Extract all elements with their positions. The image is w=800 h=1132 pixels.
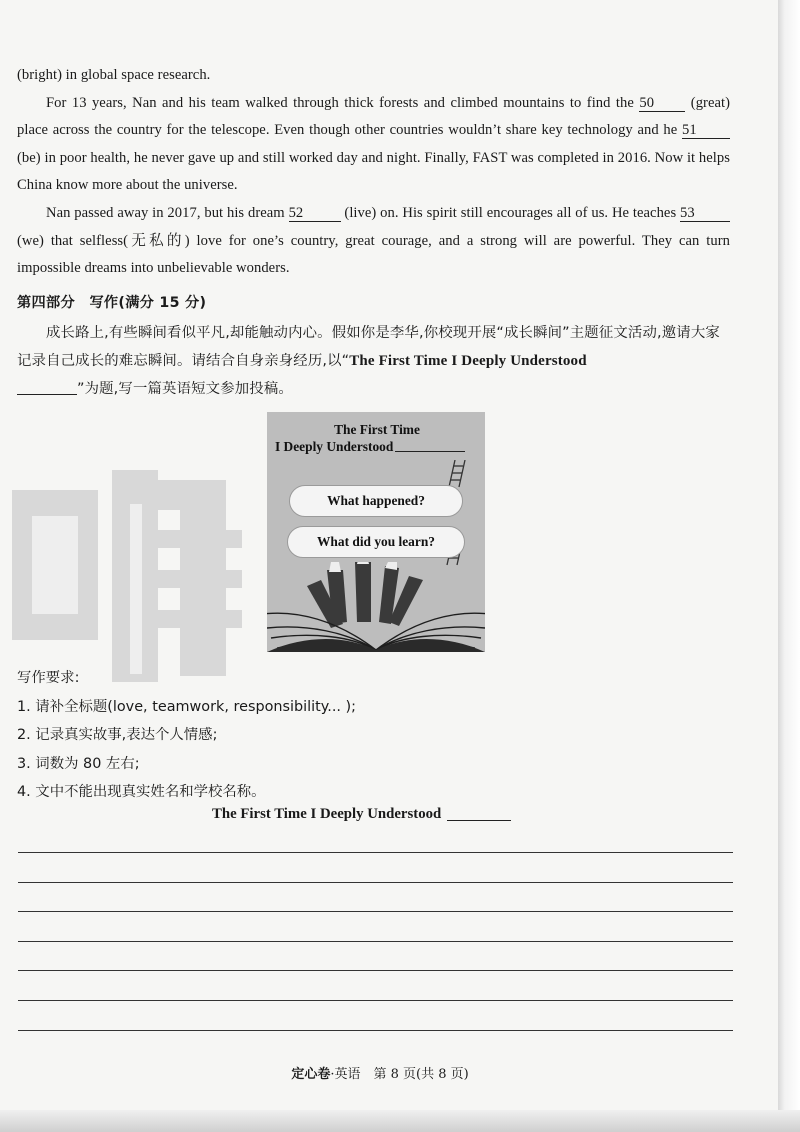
reading-passage (17, 62, 730, 283)
requirement-item: 3. 词数为 80 左右; (17, 755, 140, 772)
essay-title: The First Time I Deeply Understood (212, 806, 511, 823)
requirement-item: 1. 请补全标题(love, teamwork, responsibility... ); (17, 698, 357, 715)
ladder-icon (447, 460, 469, 488)
essay-title-blank[interactable] (447, 806, 511, 821)
passage-paragraph-2: Nan passed away in 2017, but his dream 52 (live) on. His spirit still encourages all of us. He teaches 53 (we) that selfless(无私的) love for one’s country, great courage, and a strong will are powerful. They can turn impossible dreams into unbelievable wonders. (17, 204, 730, 277)
writing-prompt: 成长路上,有些瞬间看似平凡,却能触动内心。假如你是李华,你校现开展“成长瞬间”主题征文活动,邀请大家记录自己成长的难忘瞬间。请结合自身亲身经历,以“The First Time I Deeply Understood ”为题,写一篇英语短文参加投稿。 (17, 325, 720, 397)
footer-page-info: ·英语 第 8 页(共 8 页) (330, 1067, 469, 1082)
blank-51[interactable]: 51 (682, 122, 730, 139)
writing-illustration (267, 412, 485, 652)
footer-brand: 定心卷 (291, 1067, 331, 1082)
prompt-title-blank[interactable] (17, 380, 77, 395)
writing-requirements (17, 664, 356, 807)
passage-line: (bright) in global space research. (17, 67, 211, 83)
page-footer (0, 1063, 760, 1082)
requirement-item: 4. 文中不能出现真实姓名和学校名称。 (17, 784, 266, 801)
requirement-item: 2. 记录真实故事,表达个人情感; (17, 727, 218, 744)
section-title: 第四部分 写作(满分 15 分) (17, 295, 207, 311)
answer-line[interactable] (18, 882, 733, 883)
illustration-title: The First Time I Deeply Understood (267, 421, 485, 455)
requirements-heading: 写作要求: (17, 670, 80, 686)
prompt-title: The First Time I Deeply Understood (349, 353, 587, 369)
page-edge-shadow (778, 0, 800, 1132)
pencils-and-book-icon (267, 562, 485, 652)
answer-line[interactable] (18, 941, 733, 942)
passage-paragraph-1: For 13 years, Nan and his team walked through thick forests and climbed mountains to find the 50 (great) place across the country for the telescope. Even though other countries wouldn’t share key technology and he 51 (be) in poor health, he never gave up and still worked day and night. Finally, FAST was completed in 2016. Now it helps China know more about the universe. (17, 94, 731, 194)
answer-line[interactable] (18, 911, 733, 912)
answer-line[interactable] (18, 1000, 733, 1001)
answer-line[interactable] (18, 1030, 733, 1031)
blank-50[interactable]: 50 (639, 95, 685, 112)
answer-lines[interactable] (18, 852, 733, 1059)
answer-line[interactable] (18, 970, 733, 971)
blank-52[interactable]: 52 (289, 205, 341, 222)
blank-53[interactable]: 53 (680, 205, 730, 222)
page-bottom-edge (0, 1110, 800, 1132)
bubble-what-happened: What happened? (289, 485, 463, 517)
illustration-title-blank (395, 439, 465, 452)
watermark-logo (10, 450, 242, 682)
answer-line[interactable] (18, 852, 733, 853)
bubble-what-did-you-learn: What did you learn? (287, 526, 465, 558)
